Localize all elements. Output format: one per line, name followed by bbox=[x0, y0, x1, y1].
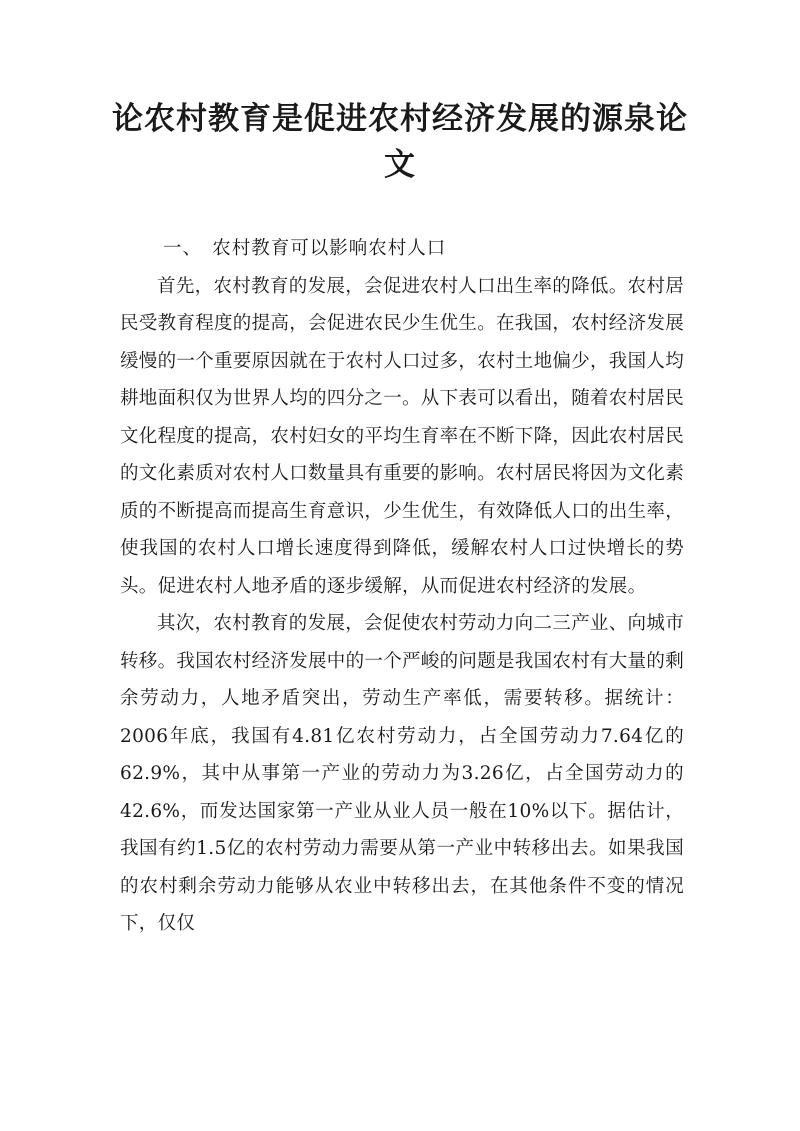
title-line-2: 文 bbox=[384, 147, 416, 183]
document-title bbox=[100, 96, 700, 188]
document-body bbox=[120, 230, 684, 943]
title-line-1: 论农村教育是促进农村经济发展的源泉论 bbox=[112, 101, 688, 137]
paragraph-2: 其次，农村教育的发展，会促使农村劳动力向二三产业、向城市转移。我国农村经济发展中的一个严峻的问题是我国农村有大量的剩余劳动力，人地矛盾突出，劳动生产率低，需要转移。据统计：2006年底，我国有4.81亿农村劳动力，占全国劳动力7.64亿的62.9%，其中从事第一产业的劳动力为3.26亿，占全国劳动力的42.6%，而发达国家第一产业从业人员一般在10%以下。据估计，我国有约1.5亿的农村劳动力需要从第一产业中转移出去。如果我国的农村剩余劳动力能够从农业中转移出去，在其他条件不变的情况下，仅仅 bbox=[120, 613, 685, 934]
section-heading: 一、 农村教育可以影响农村人口 bbox=[163, 238, 447, 259]
paragraph-1: 首先，农村教育的发展，会促进农村人口出生率的降低。农村居民受教育程度的提高，会促进农民少生优生。在我国，农村经济发展缓慢的一个重要原因就在于农村人口过多，农村土地偏少，我国人均耕地面积仅为世界人均的四分之一。从下表可以看出，随着农村居民文化程度的提高，农村妇女的平均生育率在不断下降，因此农村居民的文化素质对农村人口数量具有重要的影响。农村居民将因为文化素质的不断提高而提高生育意识，少生优生，有效降低人口的出生率，使我国的农村人口增长速度得到降低，缓解农村人口过快增长的势头。促进农村人地矛盾的逐步缓解，从而促进农村经济的发展。 bbox=[120, 275, 685, 597]
